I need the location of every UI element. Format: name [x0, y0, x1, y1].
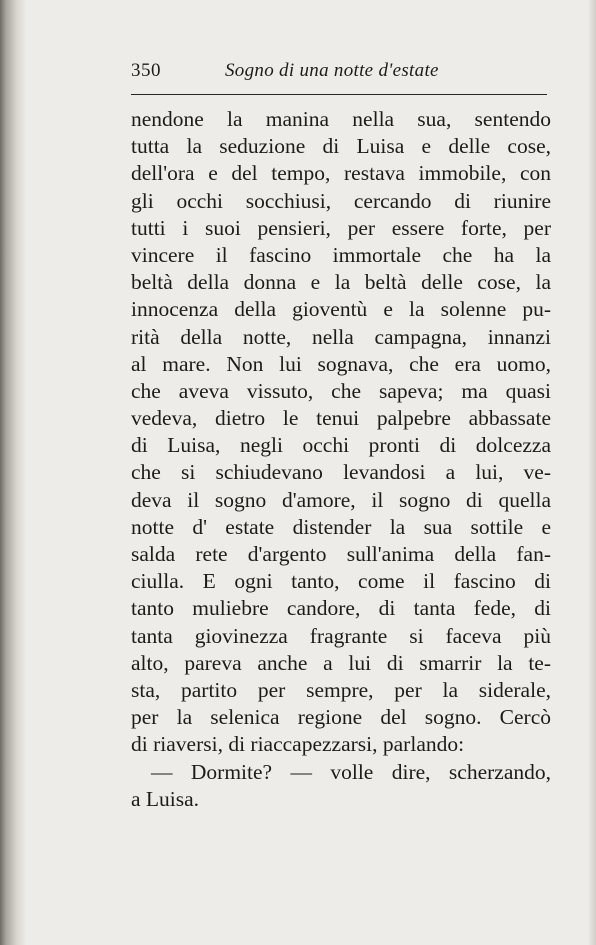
- text-line: a Luisa.: [131, 786, 200, 811]
- page-edge: [588, 0, 596, 945]
- text-line: per la selenica regione del sogno. Cercò: [131, 705, 551, 730]
- text-line: dell'ora e del tempo, restava immobile, con: [131, 161, 551, 186]
- text-line: che si schiudevano levandosi a lui, ve-: [131, 460, 551, 485]
- dialogue-line: — Dormite? — volle dire, scherzando,: [151, 759, 551, 784]
- text-line: tanto muliebre candore, di tanta fede, di: [131, 596, 551, 621]
- text-line: al mare. Non lui sognava, che era uomo,: [131, 351, 551, 376]
- text-line: rità della notte, nella campagna, innanzi: [131, 324, 551, 349]
- text-line: di Luisa, negli occhi pronti di dolcezza: [131, 433, 551, 458]
- text-line: notte d' estate distender la sua sottile e: [131, 514, 551, 539]
- text-line: nendone la manina nella sua, sentendo: [131, 107, 551, 131]
- text-line: gli occhi socchiusi, cercando di riunire: [131, 188, 551, 213]
- running-title: Sogno di una notte d'estate: [225, 60, 439, 81]
- page-number: 350: [131, 60, 161, 81]
- text-line: deva il sogno d'amore, il sogno di quella: [131, 487, 551, 512]
- text-line: tutti i suoi pensieri, per essere forte, per: [131, 215, 551, 240]
- text-line: sta, partito per sempre, per la siderale,: [131, 677, 551, 702]
- text-line: beltà della donna e la beltà delle cose, la: [131, 270, 551, 295]
- text-line: alto, pareva anche a lui di smarrir la te-: [131, 650, 551, 675]
- text-line: vedeva, dietro le tenui palpebre abbassate: [131, 406, 551, 431]
- text-line: che aveva vissuto, che sapeva; ma quasi: [131, 378, 551, 403]
- page-header: [131, 58, 549, 88]
- text-line: ciulla. E ogni tanto, come il fascino di: [131, 569, 551, 594]
- header-rule: [131, 94, 547, 95]
- body-text: [131, 106, 551, 813]
- text-line: vincere il fascino immortale che ha la: [131, 242, 551, 267]
- text-line: salda rete d'argento sull'anima della fan-: [131, 542, 551, 566]
- text-line: tanta giovinezza fragrante si faceva più: [131, 623, 551, 648]
- binding-shadow: [0, 0, 26, 945]
- text-line: innocenza della gioventù e la solenne pu-: [131, 297, 551, 322]
- text-line: di riaversi, di riaccapezzarsi, parlando:: [131, 732, 465, 757]
- text-line: tutta la seduzione di Luisa e delle cose,: [131, 134, 551, 159]
